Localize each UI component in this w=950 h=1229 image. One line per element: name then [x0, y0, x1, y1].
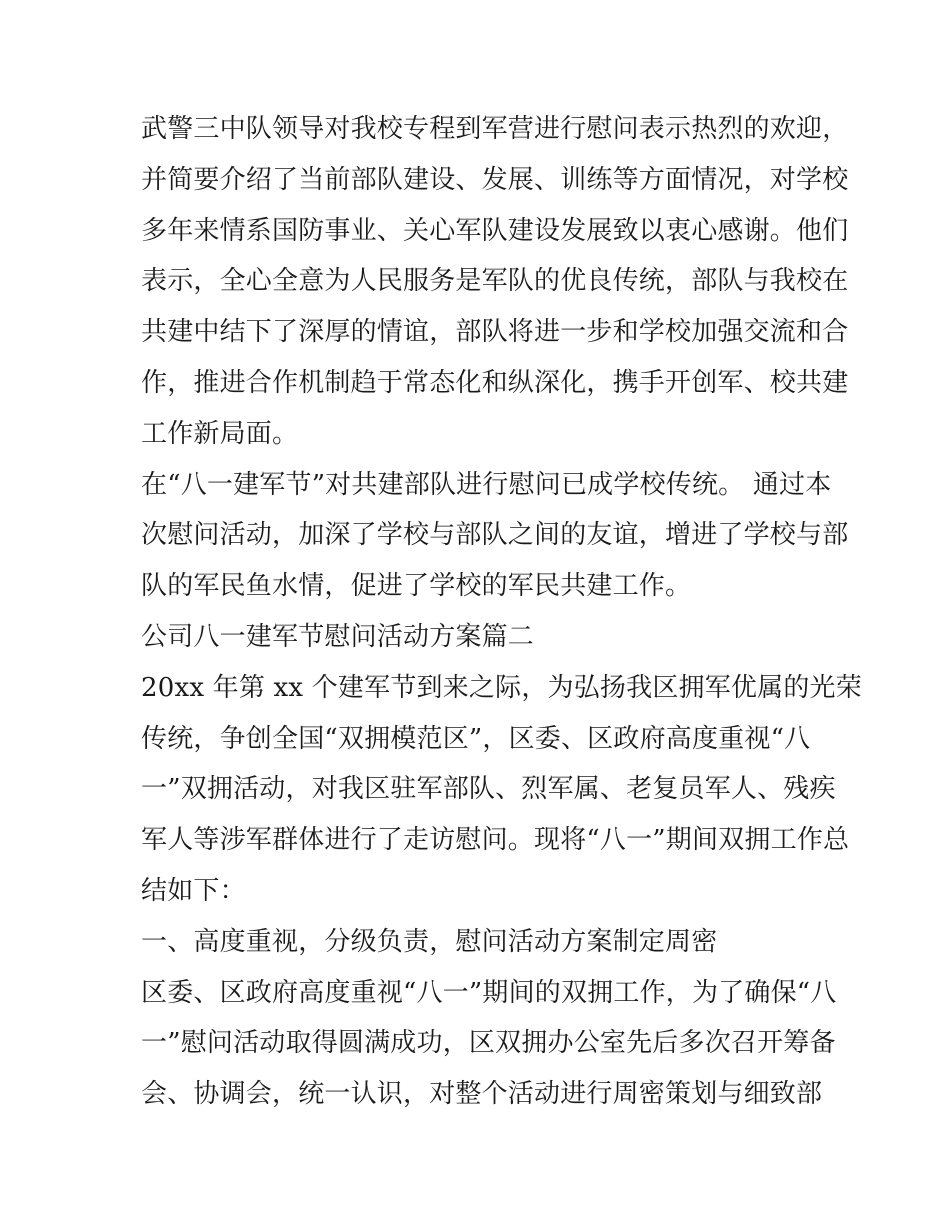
- text-line: 结如下：: [141, 875, 246, 906]
- text-line: 会、协调会，统一认识，对整个活动进行周密策划与细致部: [141, 1079, 823, 1110]
- text-line: 并简要介绍了当前部队建设、发展、训练等方面情况，对学校: [141, 164, 849, 195]
- text-line: 表示，全心全意为人民服务是军队的优良传统，部队与我校在: [141, 266, 849, 297]
- text-line: 一”双拥活动，对我区驻军部队、烈军属、老复员军人、残疾: [141, 774, 836, 805]
- text-line: 武警三中队领导对我校专程到军营进行慰问表示热烈的欢迎，: [141, 114, 849, 144]
- text-line: 队的军民鱼水情，促进了学校的军民共建工作。: [141, 571, 692, 602]
- body-text: [141, 104, 862, 1120]
- subsection-heading: 一、高度重视，分级负责，慰问活动方案制定周密: [141, 926, 718, 957]
- text-line: 20xx 年第 xx 个建军节到来之际，为弘扬我区拥军优属的光荣: [141, 672, 862, 703]
- text-line: 区委、区政府高度重视“八一”期间的双拥工作，为了确保“八: [141, 977, 837, 1008]
- text-line: 作，推进合作机制趋于常态化和纵深化，携手开创军、校共建: [141, 367, 849, 398]
- text-line: 军人等涉军群体进行了走访慰问。现将“八一”期间双拥工作总: [141, 825, 850, 856]
- text-line: 次慰问活动，加深了学校与部队之间的友谊，增进了学校与部: [141, 520, 849, 551]
- section-heading: 公司八一建军节慰问活动方案篇二: [141, 621, 535, 652]
- text-line: 共建中结下了深厚的情谊，部队将进一步和学校加强交流和合: [141, 317, 849, 348]
- text-line: 一”慰问活动取得圆满成功，区双拥办公室先后多次召开筹备: [141, 1028, 836, 1059]
- text-line: 在“八一建军节”对共建部队进行慰问已成学校传统。 通过本: [141, 469, 832, 500]
- text-line: 工作新局面。: [141, 418, 299, 449]
- text-line: 传统，争创全国“双拥模范区”，区委、区政府高度重视“八: [141, 723, 811, 754]
- text-line: 多年来情系国防事业、关心军队建设发展致以衷心感谢。他们: [141, 215, 849, 246]
